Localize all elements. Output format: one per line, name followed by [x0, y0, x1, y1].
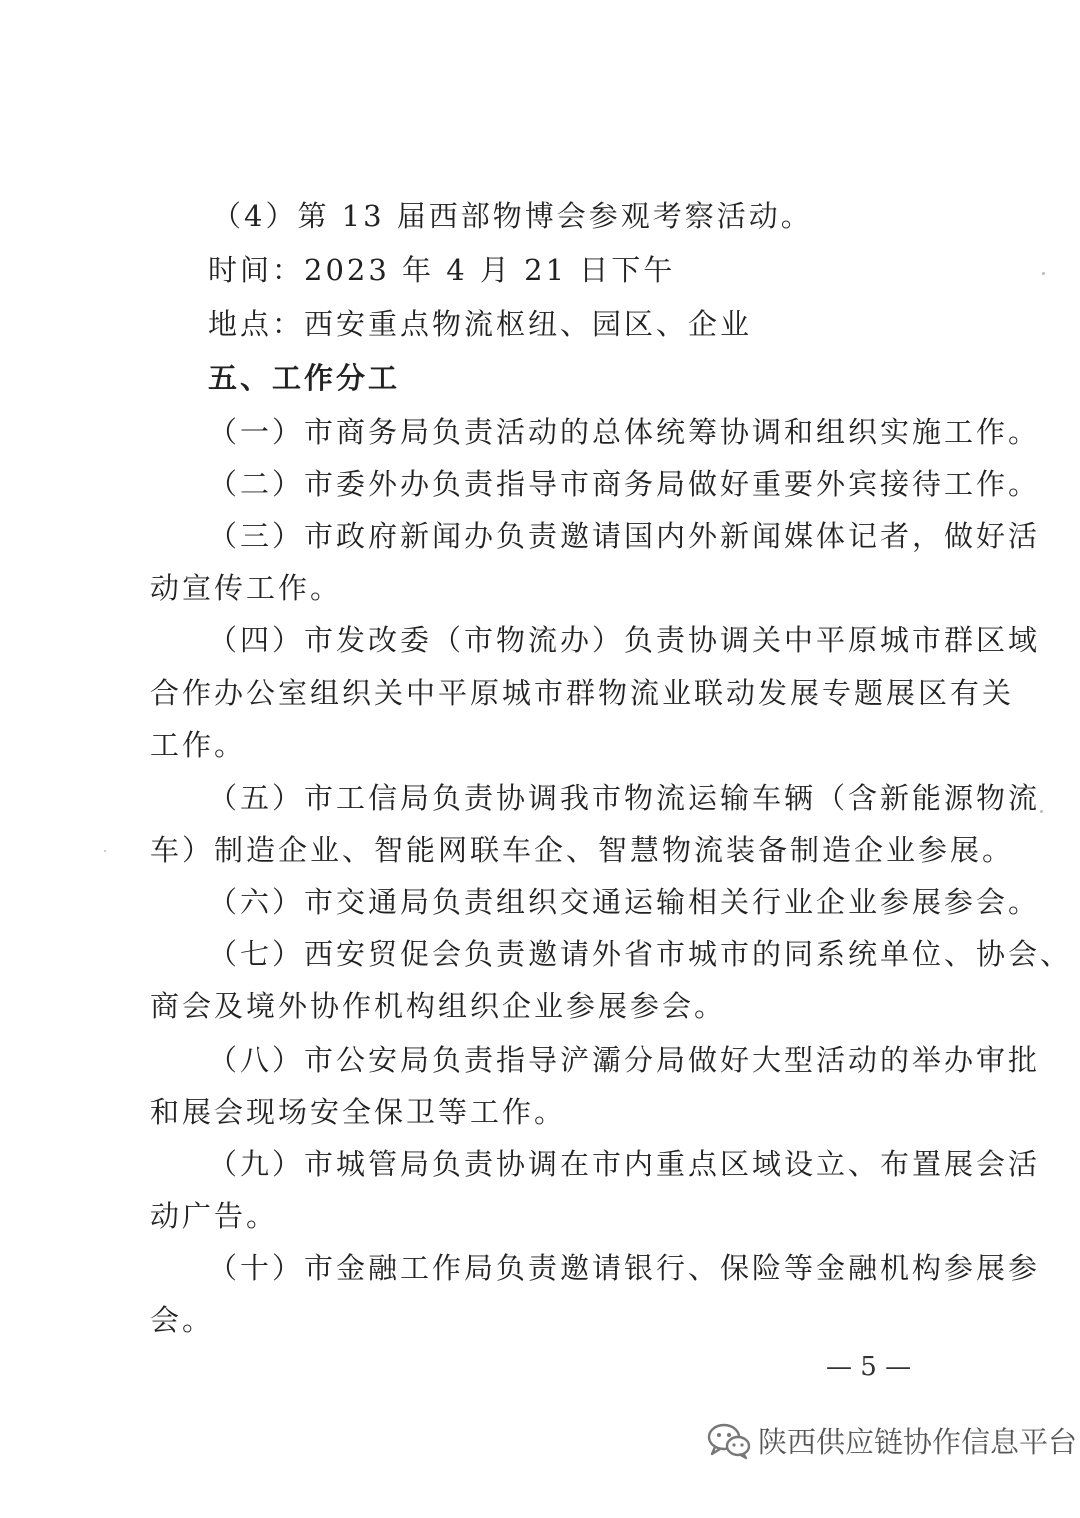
- text-line: 动宣传工作。: [150, 571, 343, 605]
- text-line: 商会及境外协作机构组织企业参展参会。: [150, 989, 727, 1023]
- text-line: （十）市金融工作局负责邀请银行、保险等金融机构参展参: [208, 1251, 1041, 1285]
- text-line: （九）市城管局负责协调在市内重点区域设立、布置展会活: [208, 1147, 1041, 1181]
- text-line: （六）市交通局负责组织交通运输相关行业企业参展参会。: [208, 885, 1041, 919]
- text-line: 合作办公室组织关中平原城市群物流业联动发展专题展区有关: [150, 676, 1015, 710]
- text-line: 动广告。: [150, 1199, 279, 1233]
- text-line: 地点：西安重点物流枢纽、园区、企业: [208, 307, 753, 341]
- text-line: （五）市工信局负责协调我市物流运输车辆（含新能源物流: [208, 781, 1041, 815]
- text-line: 会。: [150, 1303, 215, 1337]
- text-line: 车）制造企业、智能网联车企、智慧物流装备制造企业参展。: [150, 833, 1015, 867]
- text-line: （七）西安贸促会负责邀请外省市城市的同系统单位、协会、: [208, 937, 1073, 971]
- watermark-text: 陕西供应链协作信息平台: [758, 1425, 1078, 1459]
- scan-speck: [104, 850, 106, 852]
- scan-speck: [1042, 272, 1045, 275]
- text-line: （一）市商务局负责活动的总体统筹协调和组织实施工作。: [208, 415, 1041, 449]
- section-heading: 五、工作分工: [208, 361, 401, 395]
- text-line: （4）第 13 届西部物博会参观考察活动。: [212, 199, 813, 233]
- text-line: 和展会现场安全保卫等工作。: [150, 1095, 567, 1129]
- text-line: （四）市发改委（市物流办）负责协调关中平原城市群区域: [208, 623, 1041, 657]
- text-line: 工作。: [150, 728, 247, 762]
- wechat-watermark: [706, 1420, 1077, 1461]
- text-line: （二）市委外办负责指导市商务局做好重要外宾接待工作。: [208, 467, 1041, 501]
- scan-speck: [1040, 810, 1043, 813]
- text-line: （八）市公安局负责指导浐灞分局做好大型活动的举办审批: [208, 1043, 1041, 1077]
- page-number: — 5 —: [826, 1352, 912, 1382]
- text-line: 时间：2023 年 4 月 21 日下午: [208, 253, 676, 287]
- text-line: （三）市政府新闻办负责邀请国内外新闻媒体记者，做好活: [208, 519, 1041, 553]
- wechat-icon: [706, 1421, 752, 1461]
